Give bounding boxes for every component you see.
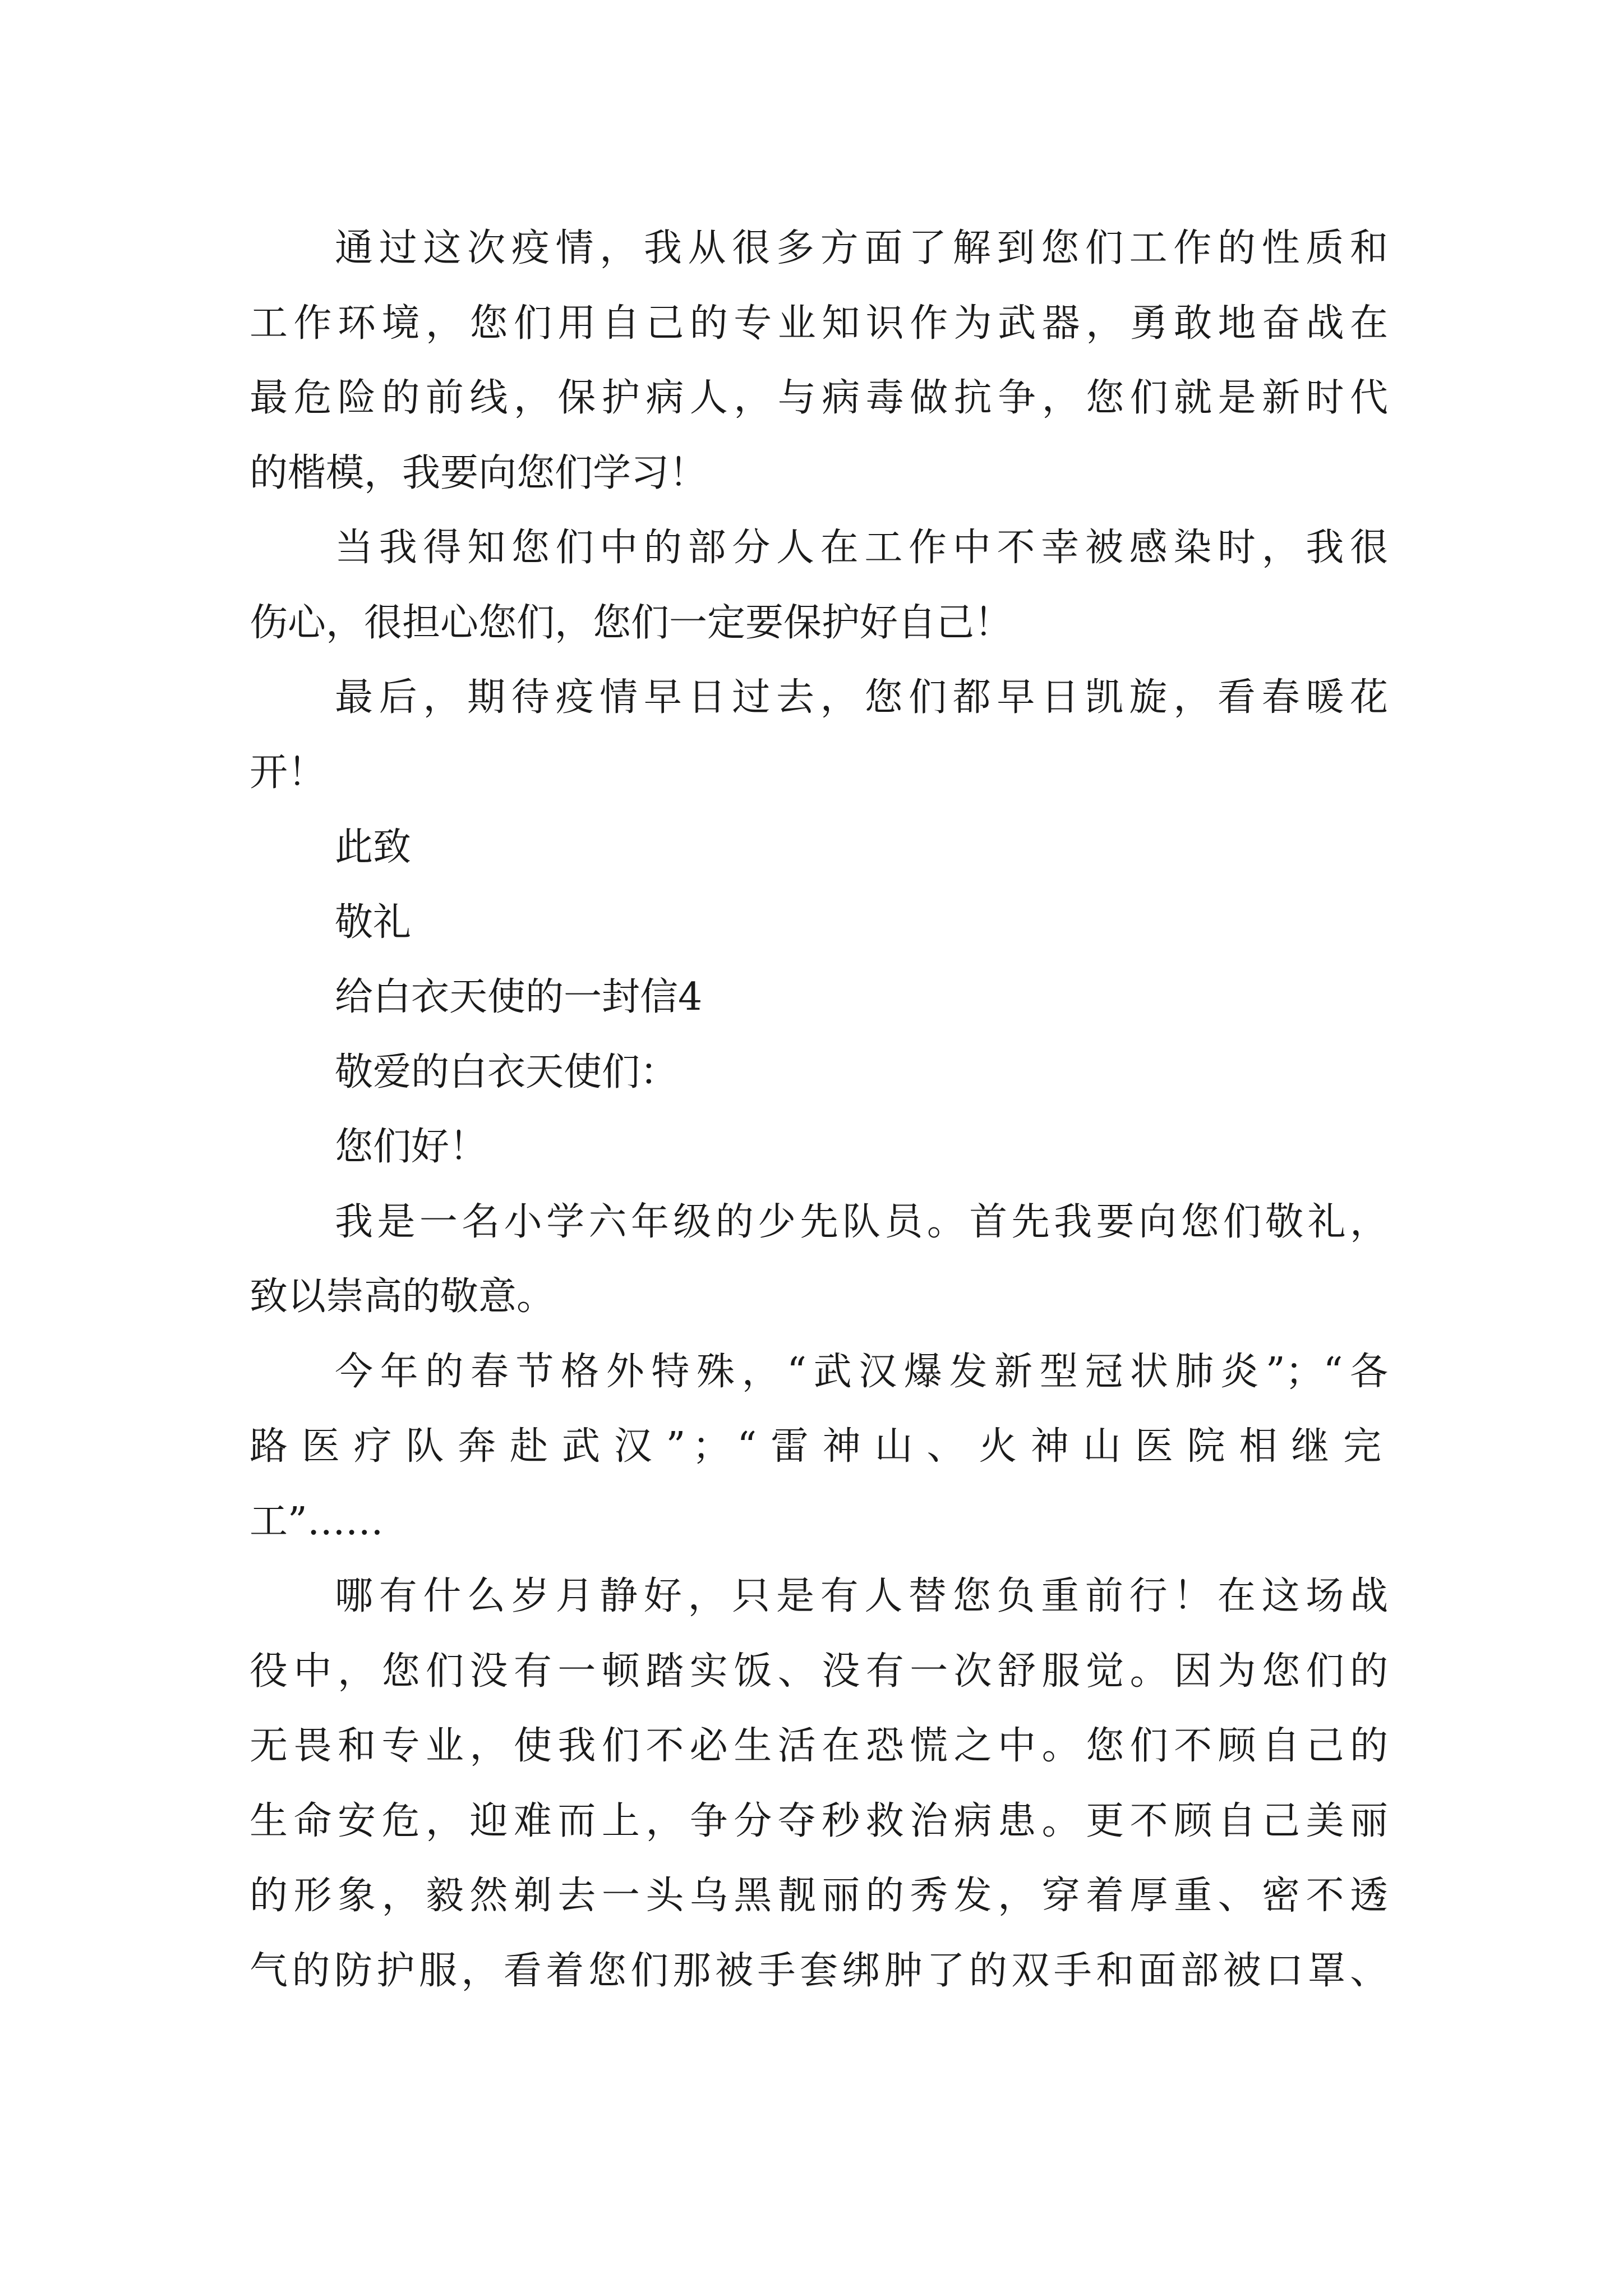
text-line: 生命安危，迎难而上，争分夺秒救治病患。更不顾自己美丽 xyxy=(250,1798,1388,1843)
document-page xyxy=(250,211,1388,2008)
closing-phrase: 此致 xyxy=(335,825,412,869)
text-line: 工”…… xyxy=(250,1499,384,1544)
text-line: 役中，您们没有一顿踏实饭、没有一次舒服觉。因为您们的 xyxy=(250,1649,1388,1694)
text-line: 今年的春节格外特殊，“武汉爆发新型冠状肺炎”；“各 xyxy=(335,1349,1388,1394)
text-line: 开！ xyxy=(250,750,326,795)
text-line: 的楷模，我要向您们学习！ xyxy=(250,450,708,495)
text-line: 无畏和专业，使我们不必生活在恐慌之中。您们不顾自己的 xyxy=(250,1724,1388,1768)
text-line: 路医疗队奔赴武汉”；“雷神山、火神山医院相继完 xyxy=(250,1424,1388,1469)
text-line: 的形象，毅然剃去一头乌黑靓丽的秀发，穿着厚重、密不透 xyxy=(250,1874,1388,1918)
text-line: 哪有什么岁月静好，只是有人替您负重前行！在这场战 xyxy=(335,1574,1388,1618)
text-line: 致以崇高的敬意。 xyxy=(250,1274,555,1319)
text-line: 最后，期待疫情早日过去，您们都早日凯旋，看春暖花 xyxy=(335,675,1388,720)
letter-salutation: 敬爱的白衣天使们： xyxy=(335,1050,679,1094)
text-line: 气的防护服，看着您们那被手套绑肿了的双手和面部被口罩、 xyxy=(250,1948,1388,1993)
text-line: 伤心，很担心您们，您们一定要保护好自己！ xyxy=(250,600,1013,645)
greeting: 您们好！ xyxy=(335,1125,488,1169)
letter-title: 给白衣天使的一封信4 xyxy=(335,975,703,1019)
text-line: 工作环境，您们用自己的专业知识作为武器，勇敢地奋战在 xyxy=(250,301,1388,346)
closing-salute: 敬礼 xyxy=(335,900,412,945)
text-line: 我是一名小学六年级的少先队员。首先我要向您们敬礼， xyxy=(335,1199,1388,1244)
text-line: 通过这次疫情，我从很多方面了解到您们工作的性质和 xyxy=(335,226,1388,270)
text-line: 最危险的前线，保护病人，与病毒做抗争，您们就是新时代 xyxy=(250,376,1388,420)
text-line: 当我得知您们中的部分人在工作中不幸被感染时，我很 xyxy=(335,526,1388,570)
